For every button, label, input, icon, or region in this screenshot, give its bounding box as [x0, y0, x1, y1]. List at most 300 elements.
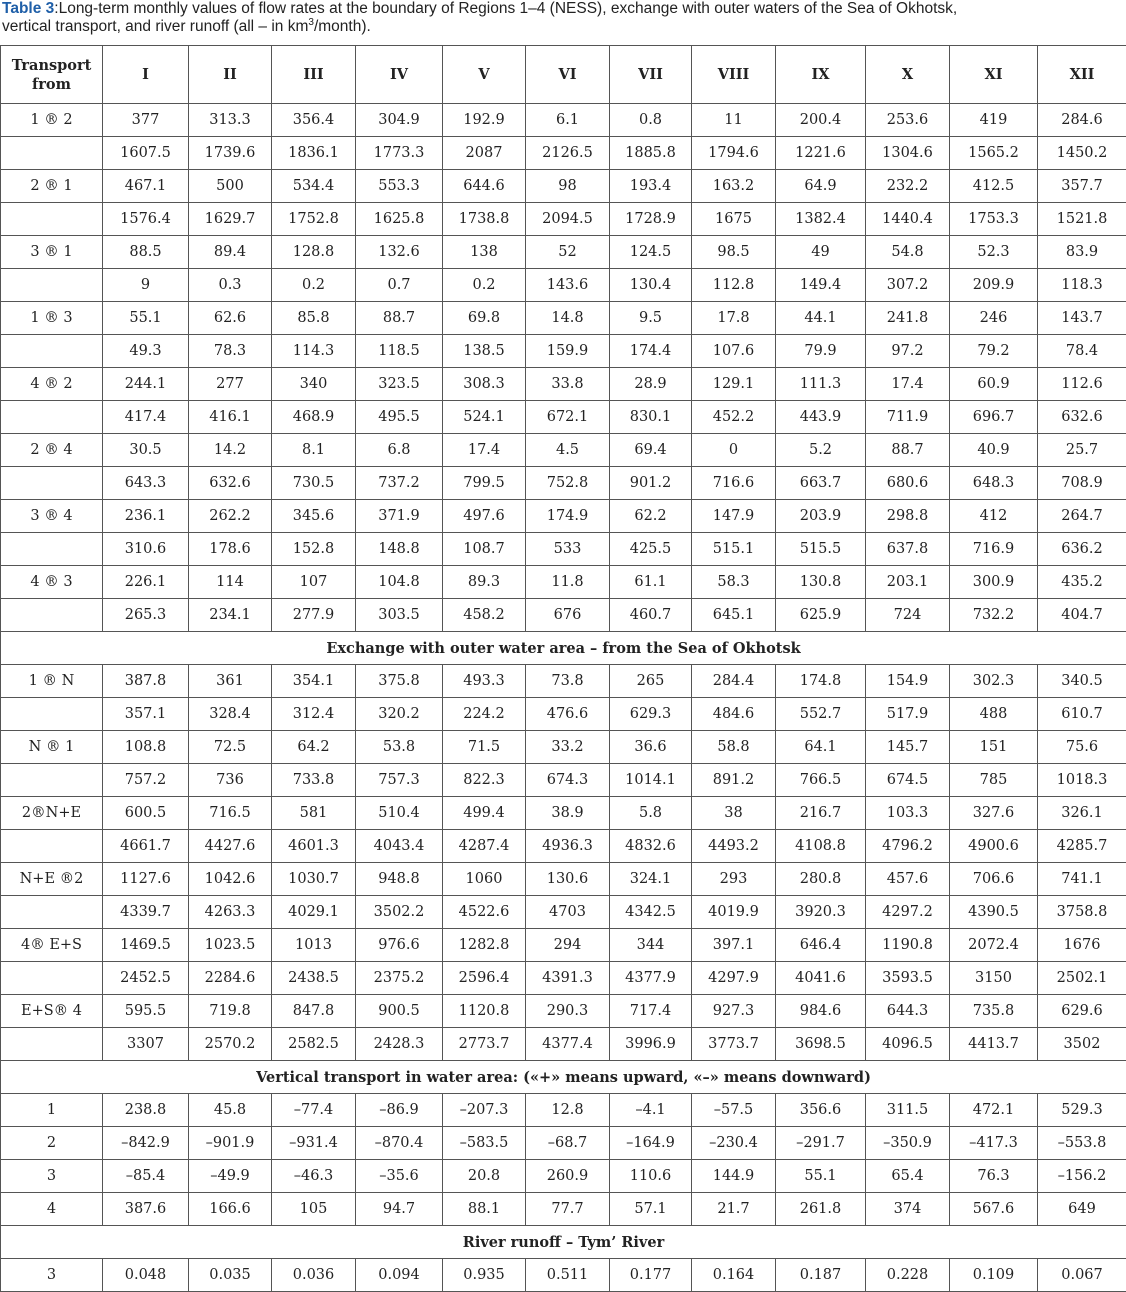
- table-cell: 736: [189, 764, 272, 797]
- table-cell: 320.2: [356, 698, 443, 731]
- caption-label: Table 3: [2, 0, 54, 17]
- table-row: [1, 1193, 1126, 1226]
- table-cell: 145.7: [866, 731, 950, 764]
- table-cell: 112.8: [692, 269, 776, 302]
- table-cell: 308.3: [443, 368, 526, 401]
- table-row: [1, 830, 1126, 863]
- row-label: 2: [1, 1127, 103, 1160]
- table-cell: 114: [189, 566, 272, 599]
- table-cell: 108.8: [103, 731, 189, 764]
- table-cell: 0.177: [610, 1259, 692, 1292]
- table-cell: 236.1: [103, 500, 189, 533]
- table-cell: 1304.6: [866, 137, 950, 170]
- table-cell: 799.5: [443, 467, 526, 500]
- table-cell: 648.3: [950, 467, 1038, 500]
- table-cell: 3593.5: [866, 962, 950, 995]
- table-cell: 711.9: [866, 401, 950, 434]
- table-cell: 6.8: [356, 434, 443, 467]
- table-cell: 324.1: [610, 863, 692, 896]
- table-cell: 375.8: [356, 665, 443, 698]
- table-cell: 28.9: [610, 368, 692, 401]
- table-cell: 460.7: [610, 599, 692, 632]
- table-cell: 8.1: [272, 434, 356, 467]
- table-cell: 9.5: [610, 302, 692, 335]
- table-cell: 515.1: [692, 533, 776, 566]
- table-cell: 4285.7: [1038, 830, 1126, 863]
- table-cell: 302.3: [950, 665, 1038, 698]
- table-cell: 1885.8: [610, 137, 692, 170]
- table-cell: 88.5: [103, 236, 189, 269]
- table-cell: 643.3: [103, 467, 189, 500]
- table-cell: 110.6: [610, 1160, 692, 1193]
- table-cell: 1738.8: [443, 203, 526, 236]
- row-label: [1, 698, 103, 731]
- table-cell: 3698.5: [776, 1028, 866, 1061]
- row-label: [1, 962, 103, 995]
- table-cell: 277.9: [272, 599, 356, 632]
- table-cell: 0.2: [443, 269, 526, 302]
- section-header-row: [1, 1226, 1126, 1259]
- table-cell: 435.2: [1038, 566, 1126, 599]
- row-label: 1: [1, 1094, 103, 1127]
- table-cell: 79.2: [950, 335, 1038, 368]
- table-row: [1, 302, 1126, 335]
- table-cell: 357.7: [1038, 170, 1126, 203]
- row-label: [1, 467, 103, 500]
- table-cell: 53.8: [356, 731, 443, 764]
- table-cell: 0.036: [272, 1259, 356, 1292]
- table-cell: 4096.5: [866, 1028, 950, 1061]
- table-cell: 60.9: [950, 368, 1038, 401]
- table-cell: 303.5: [356, 599, 443, 632]
- table-cell: 3150: [950, 962, 1038, 995]
- table-cell: 645.1: [692, 599, 776, 632]
- table-cell: –870.4: [356, 1127, 443, 1160]
- table-cell: 17.4: [443, 434, 526, 467]
- table-cell: 600.5: [103, 797, 189, 830]
- table-cell: 174.8: [776, 665, 866, 698]
- header-from-label: from: [1, 75, 102, 94]
- table-cell: 107: [272, 566, 356, 599]
- table-row: [1, 269, 1126, 302]
- row-label: [1, 896, 103, 929]
- table-cell: 757.2: [103, 764, 189, 797]
- table-cell: 44.1: [776, 302, 866, 335]
- table-cell: 0.8: [610, 104, 692, 137]
- table-cell: 927.3: [692, 995, 776, 1028]
- table-cell: –417.3: [950, 1127, 1038, 1160]
- table-cell: 371.9: [356, 500, 443, 533]
- table-cell: 5.2: [776, 434, 866, 467]
- row-label: [1, 269, 103, 302]
- table-row: [1, 665, 1126, 698]
- table-cell: 680.6: [866, 467, 950, 500]
- table-cell: 6.1: [526, 104, 610, 137]
- header-month: V: [443, 46, 526, 104]
- table-cell: 4661.7: [103, 830, 189, 863]
- table-cell: 340: [272, 368, 356, 401]
- table-cell: 130.6: [526, 863, 610, 896]
- table-cell: 88.7: [866, 434, 950, 467]
- table-cell: 55.1: [103, 302, 189, 335]
- table-body: [1, 104, 1126, 1292]
- table-cell: 148.8: [356, 533, 443, 566]
- table-cell: 984.6: [776, 995, 866, 1028]
- table-cell: 0.511: [526, 1259, 610, 1292]
- table-cell: 706.6: [950, 863, 1038, 896]
- table-cell: 226.1: [103, 566, 189, 599]
- table-cell: 143.6: [526, 269, 610, 302]
- header-transport-label: Transport: [1, 56, 102, 75]
- table-cell: 0.228: [866, 1259, 950, 1292]
- row-label: [1, 335, 103, 368]
- table-cell: 676: [526, 599, 610, 632]
- table-cell: 49.3: [103, 335, 189, 368]
- table-cell: 552.7: [776, 698, 866, 731]
- table-cell: 1629.7: [189, 203, 272, 236]
- table-cell: 1625.8: [356, 203, 443, 236]
- table-cell: 129.1: [692, 368, 776, 401]
- table-cell: 4390.5: [950, 896, 1038, 929]
- table-cell: 4493.2: [692, 830, 776, 863]
- header-month: XI: [950, 46, 1038, 104]
- table-cell: 241.8: [866, 302, 950, 335]
- table-cell: 500: [189, 170, 272, 203]
- table-cell: –46.3: [272, 1160, 356, 1193]
- caption-text-2a: vertical transport, and river runoff (all – in km: [2, 18, 308, 35]
- table-cell: 1120.8: [443, 995, 526, 1028]
- table-cell: 4029.1: [272, 896, 356, 929]
- table-cell: 2072.4: [950, 929, 1038, 962]
- table-cell: 307.2: [866, 269, 950, 302]
- table-cell: 73.8: [526, 665, 610, 698]
- table-cell: 36.6: [610, 731, 692, 764]
- table-cell: 40.9: [950, 434, 1038, 467]
- table-cell: 128.8: [272, 236, 356, 269]
- caption-superscript: 3: [308, 17, 314, 28]
- section-title: Exchange with outer water area – from the Sea of Okhotsk: [1, 632, 1126, 665]
- table-cell: 524.1: [443, 401, 526, 434]
- table-cell: 4041.6: [776, 962, 866, 995]
- header-month: I: [103, 46, 189, 104]
- table-cell: 629.6: [1038, 995, 1126, 1028]
- table-cell: 4377.4: [526, 1028, 610, 1061]
- table-cell: 733.8: [272, 764, 356, 797]
- table-cell: 1675: [692, 203, 776, 236]
- table-row: [1, 401, 1126, 434]
- table-cell: 785: [950, 764, 1038, 797]
- flow-rates-table: [0, 45, 1126, 1292]
- table-cell: 2126.5: [526, 137, 610, 170]
- table-cell: 1676: [1038, 929, 1126, 962]
- table-cell: 62.6: [189, 302, 272, 335]
- table-cell: 1030.7: [272, 863, 356, 896]
- table-row: [1, 170, 1126, 203]
- table-cell: 4342.5: [610, 896, 692, 929]
- table-cell: 716.5: [189, 797, 272, 830]
- table-cell: 4043.4: [356, 830, 443, 863]
- header-row: [1, 46, 1126, 104]
- table-cell: 261.8: [776, 1193, 866, 1226]
- table-cell: 533: [526, 533, 610, 566]
- header-month: II: [189, 46, 272, 104]
- table-cell: 69.8: [443, 302, 526, 335]
- table-cell: 79.9: [776, 335, 866, 368]
- table-cell: 12.8: [526, 1094, 610, 1127]
- table-cell: 716.6: [692, 467, 776, 500]
- table-cell: 1773.3: [356, 137, 443, 170]
- table-cell: 752.8: [526, 467, 610, 500]
- row-label: 1 ® 2: [1, 104, 103, 137]
- table-cell: –4.1: [610, 1094, 692, 1127]
- table-cell: 0.164: [692, 1259, 776, 1292]
- table-cell: 4832.6: [610, 830, 692, 863]
- table-row: [1, 698, 1126, 731]
- table-cell: –85.4: [103, 1160, 189, 1193]
- table-cell: 374: [866, 1193, 950, 1226]
- table-cell: 54.8: [866, 236, 950, 269]
- table-cell: 11.8: [526, 566, 610, 599]
- table-cell: 629.3: [610, 698, 692, 731]
- table-row: [1, 863, 1126, 896]
- table-cell: 663.7: [776, 467, 866, 500]
- table-cell: 610.7: [1038, 698, 1126, 731]
- table-row: [1, 962, 1126, 995]
- table-cell: 2570.2: [189, 1028, 272, 1061]
- table-cell: 891.2: [692, 764, 776, 797]
- table-row: [1, 1259, 1126, 1292]
- table-cell: 178.6: [189, 533, 272, 566]
- header-month: VIII: [692, 46, 776, 104]
- table-cell: 5.8: [610, 797, 692, 830]
- table-cell: 1753.3: [950, 203, 1038, 236]
- table-row: [1, 236, 1126, 269]
- table-cell: 0.067: [1038, 1259, 1126, 1292]
- table-cell: 1450.2: [1038, 137, 1126, 170]
- table-cell: 94.7: [356, 1193, 443, 1226]
- table-cell: 3920.3: [776, 896, 866, 929]
- table-cell: 644.6: [443, 170, 526, 203]
- table-cell: 33.2: [526, 731, 610, 764]
- table-cell: 124.5: [610, 236, 692, 269]
- table-cell: 696.7: [950, 401, 1038, 434]
- table-cell: 0.094: [356, 1259, 443, 1292]
- table-cell: 344: [610, 929, 692, 962]
- row-label: 4® E+S: [1, 929, 103, 962]
- table-cell: 458.2: [443, 599, 526, 632]
- table-cell: 488: [950, 698, 1038, 731]
- table-cell: 724: [866, 599, 950, 632]
- table-cell: 4108.8: [776, 830, 866, 863]
- table-cell: 61.1: [610, 566, 692, 599]
- table-cell: 14.8: [526, 302, 610, 335]
- header-month: XII: [1038, 46, 1126, 104]
- table-cell: 327.6: [950, 797, 1038, 830]
- table-cell: 4936.3: [526, 830, 610, 863]
- table-cell: 65.4: [866, 1160, 950, 1193]
- table-cell: 732.2: [950, 599, 1038, 632]
- table-cell: 3996.9: [610, 1028, 692, 1061]
- table-cell: 2773.7: [443, 1028, 526, 1061]
- table-cell: 515.5: [776, 533, 866, 566]
- table-cell: 1060: [443, 863, 526, 896]
- table-cell: 174.9: [526, 500, 610, 533]
- table-cell: 246: [950, 302, 1038, 335]
- table-cell: 304.9: [356, 104, 443, 137]
- table-cell: 98.5: [692, 236, 776, 269]
- table-cell: 4377.9: [610, 962, 692, 995]
- table-cell: 143.7: [1038, 302, 1126, 335]
- table-cell: 0.048: [103, 1259, 189, 1292]
- table-cell: 716.9: [950, 533, 1038, 566]
- table-cell: 323.5: [356, 368, 443, 401]
- table-cell: 493.3: [443, 665, 526, 698]
- row-label: [1, 203, 103, 236]
- table-row: [1, 1160, 1126, 1193]
- row-label: 2 ® 1: [1, 170, 103, 203]
- table-cell: 20.8: [443, 1160, 526, 1193]
- row-label: 4 ® 2: [1, 368, 103, 401]
- table-cell: 118.3: [1038, 269, 1126, 302]
- table-cell: 11: [692, 104, 776, 137]
- table-cell: 4413.7: [950, 1028, 1038, 1061]
- table-cell: 4796.2: [866, 830, 950, 863]
- table-cell: 4019.9: [692, 896, 776, 929]
- table-cell: 4522.6: [443, 896, 526, 929]
- table-cell: –68.7: [526, 1127, 610, 1160]
- header-transport-from: [1, 46, 103, 104]
- table-cell: 21.7: [692, 1193, 776, 1226]
- table-cell: 232.2: [866, 170, 950, 203]
- table-cell: 313.3: [189, 104, 272, 137]
- table-cell: 632.6: [1038, 401, 1126, 434]
- table-cell: 30.5: [103, 434, 189, 467]
- table-cell: 49: [776, 236, 866, 269]
- table-cell: 203.9: [776, 500, 866, 533]
- table-cell: 265.3: [103, 599, 189, 632]
- table-cell: 345.6: [272, 500, 356, 533]
- table-cell: –350.9: [866, 1127, 950, 1160]
- header-month: VII: [610, 46, 692, 104]
- table-cell: –57.5: [692, 1094, 776, 1127]
- table-cell: –842.9: [103, 1127, 189, 1160]
- table-cell: 264.7: [1038, 500, 1126, 533]
- table-cell: 595.5: [103, 995, 189, 1028]
- table-cell: 1728.9: [610, 203, 692, 236]
- table-cell: 192.9: [443, 104, 526, 137]
- table-cell: 356.4: [272, 104, 356, 137]
- table-cell: 310.6: [103, 533, 189, 566]
- table-cell: 77.7: [526, 1193, 610, 1226]
- table-cell: 637.8: [866, 533, 950, 566]
- table-cell: 581: [272, 797, 356, 830]
- table-row: [1, 203, 1126, 236]
- table-cell: 130.8: [776, 566, 866, 599]
- table-cell: 151: [950, 731, 1038, 764]
- table-cell: 495.5: [356, 401, 443, 434]
- table-cell: 1014.1: [610, 764, 692, 797]
- row-label: E+S® 4: [1, 995, 103, 1028]
- header-month: X: [866, 46, 950, 104]
- row-label: [1, 137, 103, 170]
- table-cell: 4297.9: [692, 962, 776, 995]
- table-cell: 193.4: [610, 170, 692, 203]
- table-cell: 260.9: [526, 1160, 610, 1193]
- table-row: [1, 137, 1126, 170]
- table-cell: 4297.2: [866, 896, 950, 929]
- table-cell: 97.2: [866, 335, 950, 368]
- table-cell: –230.4: [692, 1127, 776, 1160]
- table-row: [1, 533, 1126, 566]
- row-label: 4 ® 3: [1, 566, 103, 599]
- table-cell: 14.2: [189, 434, 272, 467]
- table-cell: 2094.5: [526, 203, 610, 236]
- table-cell: 4263.3: [189, 896, 272, 929]
- table-cell: 4339.7: [103, 896, 189, 929]
- table-cell: 468.9: [272, 401, 356, 434]
- table-cell: 4287.4: [443, 830, 526, 863]
- table-cell: 105: [272, 1193, 356, 1226]
- table-cell: 72.5: [189, 731, 272, 764]
- table-cell: 529.3: [1038, 1094, 1126, 1127]
- caption-line-1: [2, 0, 1122, 18]
- table-cell: 387.6: [103, 1193, 189, 1226]
- row-label: 3: [1, 1160, 103, 1193]
- table-cell: 2428.3: [356, 1028, 443, 1061]
- table-cell: –35.6: [356, 1160, 443, 1193]
- table-cell: 708.9: [1038, 467, 1126, 500]
- table-cell: 1469.5: [103, 929, 189, 962]
- table-cell: 499.4: [443, 797, 526, 830]
- row-label: [1, 1028, 103, 1061]
- header-month: IV: [356, 46, 443, 104]
- row-label: 3 ® 4: [1, 500, 103, 533]
- table-row: [1, 797, 1126, 830]
- table-cell: 98: [526, 170, 610, 203]
- table-cell: 4900.6: [950, 830, 1038, 863]
- table-cell: 52: [526, 236, 610, 269]
- table-cell: 644.3: [866, 995, 950, 1028]
- table-cell: 78.4: [1038, 335, 1126, 368]
- table-row: [1, 1028, 1126, 1061]
- table-cell: 674.3: [526, 764, 610, 797]
- table-cell: 118.5: [356, 335, 443, 368]
- table-cell: 412: [950, 500, 1038, 533]
- table-cell: 149.4: [776, 269, 866, 302]
- table-row: [1, 368, 1126, 401]
- table-cell: 144.9: [692, 1160, 776, 1193]
- table-cell: 377: [103, 104, 189, 137]
- table-cell: 52.3: [950, 236, 1038, 269]
- header-month: III: [272, 46, 356, 104]
- table-cell: 290.3: [526, 995, 610, 1028]
- table-cell: 472.1: [950, 1094, 1038, 1127]
- table-cell: 107.6: [692, 335, 776, 368]
- table-cell: 1023.5: [189, 929, 272, 962]
- table-row: [1, 995, 1126, 1028]
- table-cell: 452.2: [692, 401, 776, 434]
- table-cell: 203.1: [866, 566, 950, 599]
- table-cell: 2087: [443, 137, 526, 170]
- table-cell: 672.1: [526, 401, 610, 434]
- table-cell: 2596.4: [443, 962, 526, 995]
- table-row: [1, 731, 1126, 764]
- table-cell: 64.1: [776, 731, 866, 764]
- table-cell: 419: [950, 104, 1038, 137]
- table-cell: 2452.5: [103, 962, 189, 995]
- table-cell: 497.6: [443, 500, 526, 533]
- table-cell: 976.6: [356, 929, 443, 962]
